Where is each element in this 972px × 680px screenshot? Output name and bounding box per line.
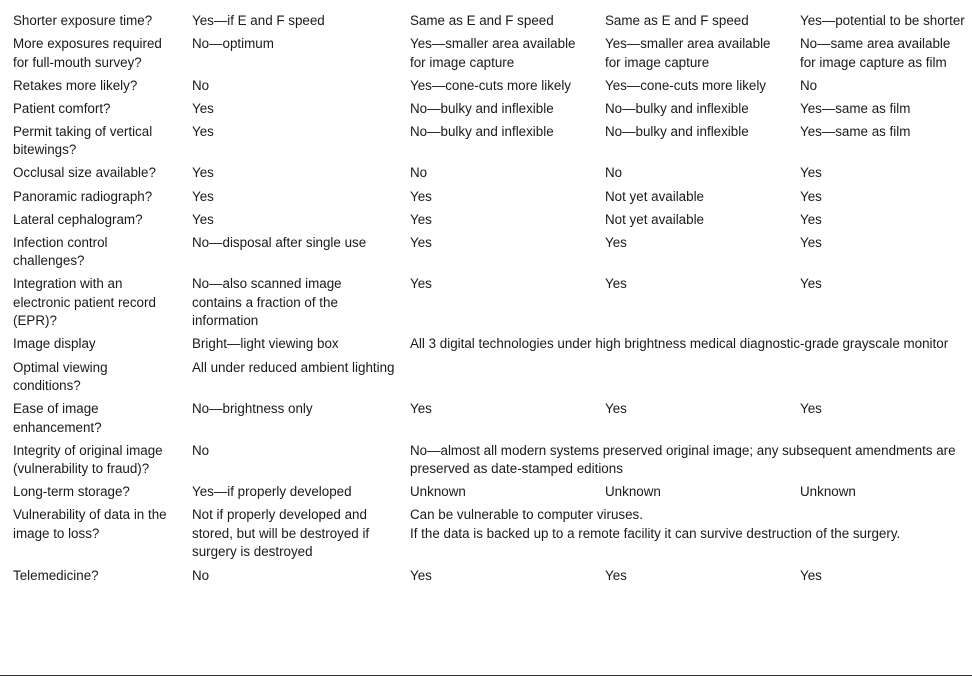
table-row (0, 506, 972, 566)
film-cell: Yes (192, 100, 214, 116)
film-cell: Yes (192, 188, 214, 204)
feature-cell: More exposures required for full-mouth survey? (13, 36, 162, 70)
feature-cell: Optimal viewing conditions? (13, 359, 108, 394)
spanning-line: Can be vulnerable to computer viruses. (410, 507, 643, 523)
value-cell: Yes (800, 276, 822, 292)
value-cell: Yes (605, 234, 627, 250)
value-cell: Not yet available (605, 211, 704, 227)
value-cell: Yes—same as film (800, 100, 911, 116)
table-bottom-rule (0, 675, 972, 676)
value-cell: No—same area available for image capture as film (800, 36, 951, 70)
film-cell: Yes—if E and F speed (192, 13, 325, 28)
value-cell: No—bulky and inflexible (410, 100, 554, 116)
feature-cell: Occlusal size available? (13, 165, 156, 181)
value-cell: Same as E and F speed (605, 13, 749, 28)
value-cell: Yes (410, 188, 432, 204)
value-cell: Yes (410, 276, 432, 292)
value-cell: Same as E and F speed (410, 13, 554, 28)
value-cell: Yes (800, 188, 822, 204)
feature-cell: Lateral cephalogram? (13, 211, 143, 227)
value-cell: Yes (800, 401, 822, 417)
spanning-value-cell: All under reduced ambient lighting (192, 359, 395, 375)
feature-cell: Permit taking of vertical bitewings? (13, 123, 153, 158)
table-row (0, 234, 972, 276)
value-cell: Yes (800, 211, 822, 227)
value-cell: Yes (410, 567, 432, 583)
film-cell: Yes (192, 123, 214, 139)
feature-cell: Patient comfort? (13, 100, 111, 116)
value-cell: No—bulky and inflexible (410, 123, 554, 139)
table-row (0, 77, 972, 100)
feature-cell: Infection control challenges? (13, 234, 108, 269)
value-cell: No—bulky and inflexible (605, 123, 749, 139)
film-cell: Bright—light viewing box (192, 336, 339, 352)
feature-cell: Retakes more likely? (13, 77, 138, 93)
value-cell: No (800, 77, 818, 93)
value-cell: Yes (410, 401, 432, 417)
spanning-value-cell (397, 506, 972, 566)
value-cell: Yes (410, 234, 432, 250)
spanning-value-cell: No—almost all modern systems preserved original image; any subsequent amendments are preserved as date-stamped editions (410, 442, 956, 477)
feature-cell: Long-term storage? (13, 484, 130, 500)
value-cell: Yes—smaller area available for image capture (410, 36, 576, 70)
feature-cell: Image display (13, 336, 96, 352)
film-cell: No—optimum (192, 36, 274, 52)
value-cell: Not yet available (605, 188, 704, 204)
value-cell: Yes—cone-cuts more likely (605, 77, 767, 93)
table-row (0, 442, 972, 484)
film-cell: No—disposal after single use (192, 234, 367, 250)
value-cell: Yes (800, 567, 822, 583)
value-cell: Yes (800, 234, 822, 250)
value-cell: Unknown (800, 484, 856, 500)
value-cell: Yes—smaller area available for image capture (605, 36, 771, 70)
value-cell: No (605, 165, 623, 181)
film-cell: No—brightness only (192, 401, 313, 417)
table-row (0, 335, 972, 358)
film-cell: Yes—if properly developed (192, 484, 352, 500)
table-row (0, 400, 972, 442)
table-row (0, 100, 972, 123)
value-cell: No—bulky and inflexible (605, 100, 749, 116)
film-cell: Not if properly developed and stored, but will be destroyed if surgery is destroyed (192, 507, 370, 560)
table-row (0, 567, 972, 590)
spanning-line: If the data is backed up to a remote facility it can survive destruction of the surgery. (410, 525, 901, 541)
feature-cell: Integration with an electronic patient record (EPR)? (13, 276, 156, 329)
value-cell: Yes—same as film (800, 123, 911, 139)
spanning-value-cell: All 3 digital technologies under high brightness medical diagnostic-grade grayscale monitor (410, 336, 949, 352)
feature-cell: Telemedicine? (13, 567, 99, 583)
value-cell: Unknown (605, 484, 661, 500)
film-cell: No (192, 567, 210, 583)
comparison-table (0, 12, 972, 590)
value-cell: Yes (800, 165, 822, 181)
feature-cell: Ease of image enhancement? (13, 401, 102, 435)
film-cell: No (192, 77, 210, 93)
value-cell: Yes (605, 567, 627, 583)
film-cell: No (192, 442, 210, 458)
table-row (0, 188, 972, 211)
value-cell: Yes—potential to be shorter (800, 13, 965, 28)
table-row (0, 123, 972, 165)
value-cell: Unknown (410, 484, 466, 500)
table-row (0, 483, 972, 506)
value-cell: Yes (410, 211, 432, 227)
film-cell: Yes (192, 211, 214, 227)
table-row (0, 164, 972, 187)
value-cell: No (410, 165, 428, 181)
value-cell: Yes (605, 401, 627, 417)
feature-cell: Shorter exposure time? (13, 13, 153, 28)
table-row (0, 35, 972, 77)
table-row (0, 359, 972, 401)
feature-cell: Vulnerability of data in the image to loss? (13, 507, 167, 541)
table-row (0, 211, 972, 234)
table-row (0, 275, 972, 335)
feature-cell: Panoramic radiograph? (13, 188, 153, 204)
film-cell: No—also scanned image contains a fraction of the information (192, 276, 342, 329)
feature-cell: Integrity of original image (vulnerability to fraud)? (13, 442, 163, 477)
value-cell: Yes—cone-cuts more likely (410, 77, 572, 93)
table-row (0, 12, 972, 35)
value-cell: Yes (605, 276, 627, 292)
film-cell: Yes (192, 165, 214, 181)
